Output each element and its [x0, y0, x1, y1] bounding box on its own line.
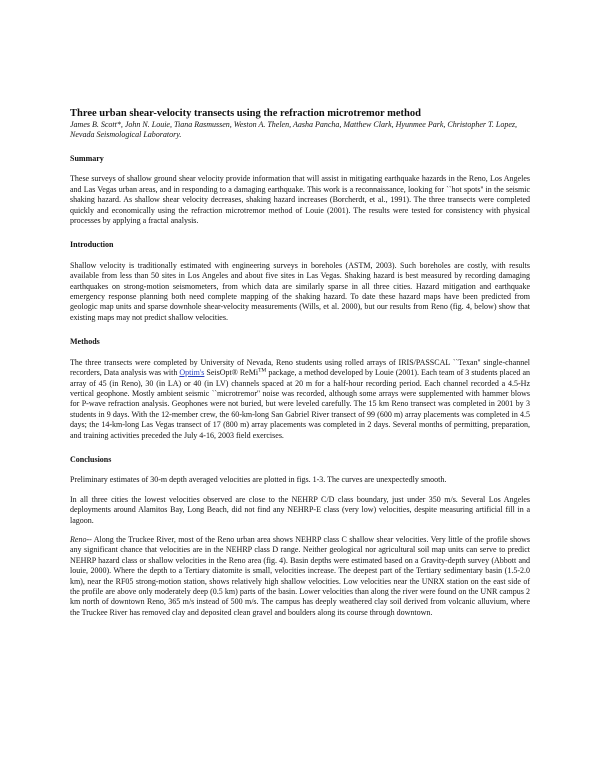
reno-lead: Reno: [70, 534, 87, 544]
product-name: SeisOpt® ReMi: [204, 368, 259, 378]
summary-paragraph: These surveys of shallow ground shear velocity provide information that will assist in mitigating earthquake hazards in the Reno, Los Angeles and Las Vegas urban areas, and in responding to a damaging earthquake. This work is a reconnaissance, looking for ``hot spots'' in the seismic shaking hazard. As shallow shear velocity decreases, shaking hazard increases (Borcherdt, et al., 1991). The three transects were completed quickly and economically using the refraction microtremor method of Louie (2001). The results were tested for consistency with physical processes by applying a fractal analysis.: [70, 174, 530, 226]
trademark-mark: TM: [258, 367, 267, 374]
methods-paragraph: [70, 358, 530, 441]
author-list: James B. Scott*, John N. Louie, Tiana Rasmussen, Weston A. Thelen, Aasha Pancha, Matthew Clark, Hyunmee Park, Christopher T. Lopez, Nevada Seismological Laboratory.: [70, 120, 518, 139]
paper-page: [70, 107, 530, 618]
conclusions-paragraph-2: In all three cities the lowest velocities observed are close to the NEHRP C/D class boundary, just under 350 m/s. Several Los Angeles deployments around Alamitos Bay, Long Beach, did not find any NEHRP-E class (very low) velocities, despite measuring artificial fill in a lagoon.: [70, 494, 530, 525]
conclusions-heading: Conclusions: [70, 454, 112, 464]
optim-link[interactable]: Optim's: [179, 368, 205, 378]
methods-text-end: package, a method developed by Louie (2001). Each team of 3 students placed an array of 45 (in Reno), 30 (in LA) or 40 (in LV) channels spaced at 20 m for a half-hour recording period. Each channel recorded a 4.5-Hz vertical geophone. Mostly ambient seismic ``microtremor'' noise was recorded, although some arrays were supplemented with hammer blows for P-wave refraction analysis. Geophones were not buried, but were leveled carefully. The 15 km Reno transect was completed in 2001 by 3 students in 9 days. With the 12-member crew, the 60-km-long San Gabriel River transect of 99 (600 m) array placements was completed in 4.5 days; the 14-km-long Las Vegas transect of 17 (800 m) array placements was completed in 2 days. Several months of permitting, preparation, and training activities preceded the July 4-16, 2003 field exercises.: [70, 368, 531, 440]
conclusions-paragraph-reno: [70, 535, 530, 618]
methods-heading: Methods: [70, 337, 100, 347]
paper-title: Three urban shear-velocity transects using the refraction microtremor method: [70, 108, 421, 119]
summary-heading: Summary: [70, 154, 104, 163]
introduction-heading: Introduction: [70, 240, 114, 250]
reno-text: -- Along the Truckee River, most of the Reno urban area shows NEHRP class C shallow shear velocities. Very little of the profile shows any significant chance that velocities are in the NEHRP class D range. Neither geological nor agricultural soil map units can serve to predict NEHRP hazard class or shallow velocities in the Reno area (fig. 4). Basin depths were estimated based on a Gravity-depth survey (Abbott and louie, 2000). Where the depth to a Tertiary diatomite is small, velocities increase. The deepest part of the Tertiary sedimentary basin (1.5-2.0 km), near the RF05 strong-motion station, shows relatively high shallow velocities. Low velocities near the UNRX station on the east side of the profile are above only moderately deep (0.5 km) parts of the basin. Lower velocities than along the river were found on the UNR campus 2 km north of downtown Reno, 365 m/s instead of 500 m/s. The campus has deeply weathered clay soil derived from volcanic alluvium, where the Truckee River has removed clay and deposited clean gravel and boulders along its course through downtown.: [70, 534, 530, 617]
methods-text-start: The three transects were completed by University of Nevada, Reno students using rolled arrays of IRIS/PASSCAL ``Texan'' single-channel recorders, Data analysis was with: [70, 357, 530, 378]
introduction-paragraph: Shallow velocity is traditionally estimated with engineering surveys in boreholes (ASTM, 2003). Such boreholes are costly, with results available from less than 50 sites in Los Angeles and about five sites in Las Vegas. Shaking hazard is best measured by recording damaging earthquakes on strong-motion seismometers, from which data are similarly sparse in all three cities. Hazard mitigation and earthquake emergency response planning both need complete mapping of the shaking hazard. To date these hazard maps have been predicted from geologic map units and sparse downhole shear-velocity measurements (Wills, et al. 2000), but our results from Reno (fig. 4, below) show that existing maps may not predict shallow velocities.: [70, 260, 530, 322]
conclusions-paragraph-1: Preliminary estimates of 30-m depth averaged velocities are plotted in figs. 1-3. The curves are unexpectedly smooth.: [70, 475, 447, 485]
